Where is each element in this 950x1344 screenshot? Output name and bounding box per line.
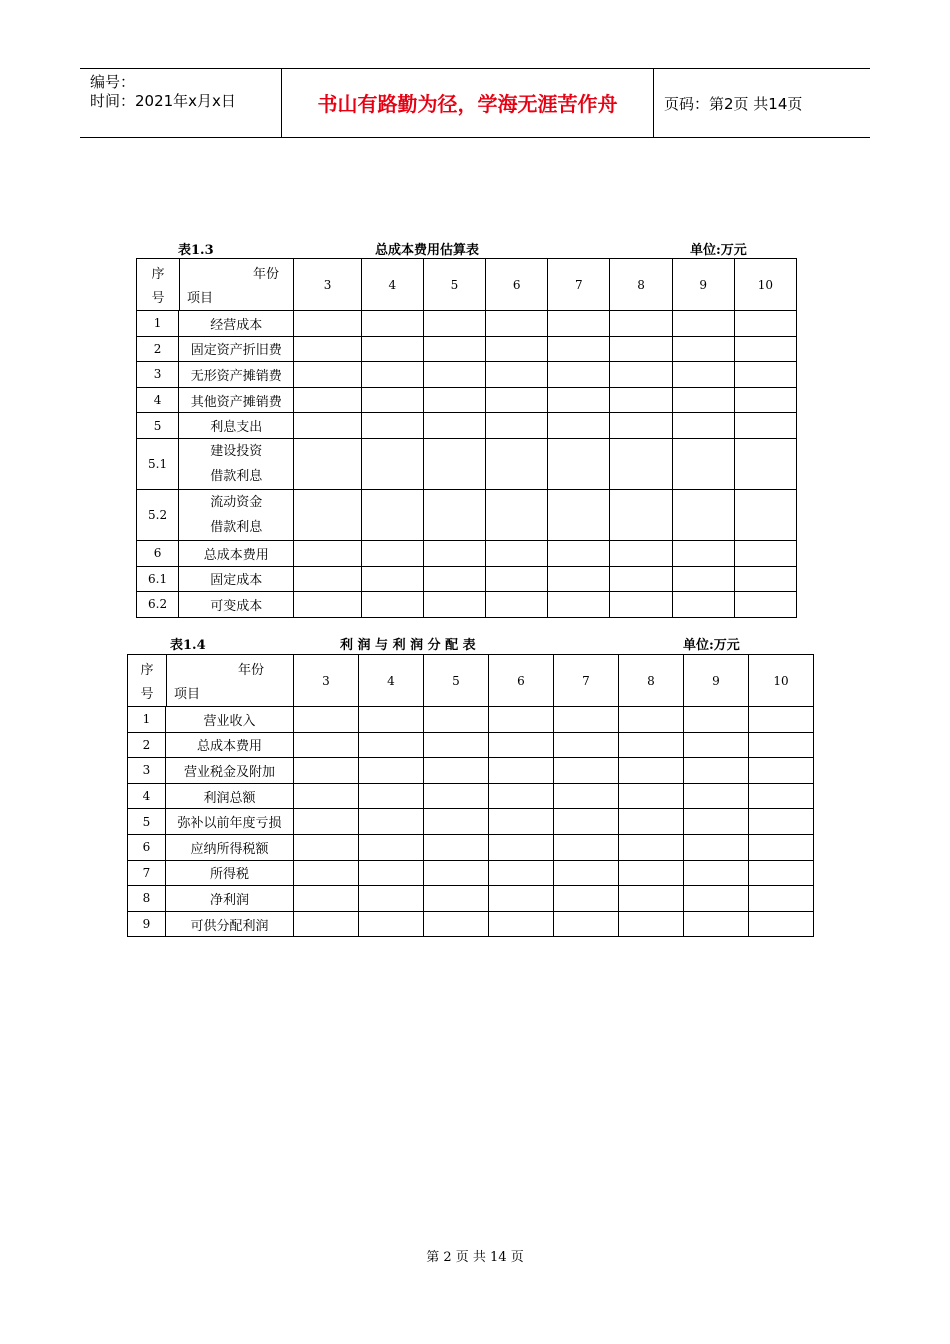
header-meta [88,69,280,137]
table-row [128,758,814,784]
row-item-cell: 营业税金及附加 [166,758,294,784]
row-seq-cell: 4 [128,783,166,809]
value-cell [359,911,424,937]
value-cell [424,809,489,835]
value-cell [489,783,554,809]
value-cell [734,566,796,592]
table-row [137,413,797,439]
value-cell [489,758,554,784]
seq-header [128,655,166,706]
year-column-header: 10 [749,655,814,707]
value-cell [486,592,548,618]
value-cell [554,707,619,733]
row-seq-cell: 6 [128,834,166,860]
value-cell [554,732,619,758]
value-cell [489,707,554,733]
value-cell [489,809,554,835]
value-cell [489,886,554,912]
value-cell [610,489,672,540]
value-cell [749,834,814,860]
year-column-header: 8 [619,655,684,707]
value-cell [554,911,619,937]
value-cell [294,438,361,489]
value-cell [424,758,489,784]
row-item-cell: 总成本费用 [166,732,294,758]
value-cell [548,540,610,566]
row-seq-cell: 9 [128,911,166,937]
value-cell [486,336,548,362]
table-row [137,387,797,413]
value-cell [734,362,796,388]
year-column-header: 10 [734,259,796,311]
value-cell [548,592,610,618]
value-cell [684,783,749,809]
value-cell [548,362,610,388]
year-column-header: 7 [554,655,619,707]
value-cell [486,362,548,388]
value-cell [734,489,796,540]
row-seq-cell: 8 [128,886,166,912]
value-cell [424,732,489,758]
value-cell [294,362,361,388]
table-header-row [137,259,797,311]
header-corner-cell [137,259,294,311]
table-row [128,707,814,733]
page-footer: 第 2 页 共 14 页 [426,1250,524,1265]
row-item-line2: 借款利息 [210,519,263,535]
header-motto: 书山有路勤为径，学海无涯苦作舟 [317,92,618,116]
seq-header-bottom: 号 [140,687,154,702]
value-cell [672,311,734,337]
value-cell [359,732,424,758]
value-cell [294,311,361,337]
year-column-header: 3 [294,655,359,707]
value-cell [684,860,749,886]
value-cell [684,886,749,912]
table-row [128,911,814,937]
value-cell [359,834,424,860]
value-cell [734,311,796,337]
row-item-cell: 总成本费用 [179,540,294,566]
value-cell [424,783,489,809]
table-row [137,489,797,540]
value-cell [423,413,485,439]
value-cell [423,336,485,362]
value-cell [294,809,359,835]
page-header [80,68,870,138]
table-header-row [128,655,814,707]
value-cell [734,438,796,489]
table-row [128,860,814,886]
row-seq-cell: 4 [137,387,179,413]
table13-caption-id: 表1.3 [178,243,214,258]
value-cell [361,489,423,540]
value-cell [423,592,485,618]
value-cell [489,860,554,886]
value-cell [554,834,619,860]
value-cell [294,783,359,809]
value-cell [619,732,684,758]
value-cell [424,834,489,860]
table-row [128,834,814,860]
value-cell [672,592,734,618]
header-inner-divider [166,655,167,706]
value-cell [610,336,672,362]
value-cell [619,809,684,835]
document-number-label: 编号： [90,73,136,91]
value-cell [361,438,423,489]
value-cell [486,387,548,413]
value-cell [361,540,423,566]
value-cell [672,540,734,566]
year-column-header: 8 [610,259,672,311]
value-cell [294,886,359,912]
value-cell [548,489,610,540]
profit-distribution-table [127,654,814,937]
value-cell [486,413,548,439]
value-cell [749,732,814,758]
row-item-cell: 利息支出 [179,413,294,439]
value-cell [359,860,424,886]
row-seq-cell: 2 [137,336,179,362]
value-cell [610,438,672,489]
row-item-cell [179,489,294,540]
value-cell [294,489,361,540]
row-seq-cell: 5 [137,413,179,439]
value-cell [610,566,672,592]
value-cell [486,438,548,489]
value-cell [424,886,489,912]
seq-header-bottom: 号 [151,291,165,306]
row-item-cell: 其他资产摊销费 [179,387,294,413]
value-cell [619,911,684,937]
table-row [128,732,814,758]
value-cell [554,860,619,886]
value-cell [619,758,684,784]
value-cell [734,387,796,413]
value-cell [548,413,610,439]
row-item-cell: 利润总额 [166,783,294,809]
row-item-cell: 固定成本 [179,566,294,592]
header-divider [653,69,654,137]
row-item-cell: 弥补以前年度亏损 [166,809,294,835]
cost-estimate-table [136,258,797,618]
value-cell [486,540,548,566]
value-cell [489,911,554,937]
value-cell [684,732,749,758]
value-cell [548,566,610,592]
value-cell [672,489,734,540]
row-seq-cell: 1 [128,707,166,733]
value-cell [361,362,423,388]
year-column-header: 6 [489,655,554,707]
row-seq-cell: 6.1 [137,566,179,592]
row-item-cell: 应纳所得税额 [166,834,294,860]
value-cell [548,438,610,489]
table-row [128,886,814,912]
year-column-header: 3 [294,259,361,311]
value-cell [672,362,734,388]
row-item-line2: 借款利息 [210,468,263,484]
value-cell [554,783,619,809]
value-cell [684,911,749,937]
value-cell [294,732,359,758]
row-item-cell: 固定资产折旧费 [179,336,294,362]
value-cell [749,783,814,809]
value-cell [361,592,423,618]
value-cell [610,387,672,413]
table13-caption-title: 总成本费用估算表 [375,243,480,258]
table-row [137,311,797,337]
value-cell [548,387,610,413]
row-item-cell: 经营成本 [179,311,294,337]
row-item-line1: 流动资金 [210,494,263,510]
value-cell [489,732,554,758]
value-cell [361,413,423,439]
value-cell [359,886,424,912]
value-cell [619,860,684,886]
value-cell [294,707,359,733]
value-cell [548,336,610,362]
row-item-cell: 净利润 [166,886,294,912]
value-cell [294,911,359,937]
value-cell [294,860,359,886]
value-cell [359,758,424,784]
row-item-cell: 营业收入 [166,707,294,733]
table-row [137,336,797,362]
value-cell [619,886,684,912]
row-seq-cell: 1 [137,311,179,337]
year-header: 年份 [253,267,280,282]
value-cell [294,566,361,592]
value-cell [361,311,423,337]
row-item-cell: 可供分配利润 [166,911,294,937]
year-column-header: 5 [423,259,485,311]
row-item-cell: 可变成本 [179,592,294,618]
year-column-header: 5 [424,655,489,707]
value-cell [486,311,548,337]
row-item-line1: 建设投资 [210,443,263,459]
value-cell [672,413,734,439]
value-cell [361,566,423,592]
value-cell [294,758,359,784]
value-cell [486,566,548,592]
value-cell [672,438,734,489]
value-cell [423,438,485,489]
table13-unit: 单位:万元 [690,243,747,258]
value-cell [424,860,489,886]
value-cell [294,336,361,362]
item-header: 项目 [187,291,214,306]
value-cell [294,834,359,860]
value-cell [361,387,423,413]
value-cell [610,413,672,439]
table-row [137,362,797,388]
seq-header-top: 序 [140,663,154,678]
row-seq-cell: 5 [128,809,166,835]
value-cell [361,336,423,362]
header-corner-cell [128,655,294,707]
value-cell [749,809,814,835]
value-cell [610,592,672,618]
header-inner-divider [179,259,180,310]
value-cell [486,489,548,540]
value-cell [749,911,814,937]
year-column-header: 6 [486,259,548,311]
table-row [137,566,797,592]
table14-caption-id: 表1.4 [170,638,206,653]
value-cell [294,540,361,566]
table-row [128,809,814,835]
row-seq-cell: 6.2 [137,592,179,618]
value-cell [423,489,485,540]
year-column-header: 4 [359,655,424,707]
table-row [137,438,797,489]
table-row [137,592,797,618]
value-cell [749,758,814,784]
value-cell [424,707,489,733]
header-page-info: 页码：第2页 共14页 [664,95,803,113]
row-item-cell: 无形资产摊销费 [179,362,294,388]
value-cell [423,311,485,337]
row-seq-cell: 7 [128,860,166,886]
year-header: 年份 [238,663,265,678]
value-cell [749,707,814,733]
value-cell [554,758,619,784]
value-cell [619,783,684,809]
value-cell [423,362,485,388]
value-cell [359,783,424,809]
seq-header [137,259,179,310]
year-column-header: 4 [361,259,423,311]
table14-caption-title: 利 润 与 利 润 分 配 表 [340,638,476,653]
value-cell [734,336,796,362]
row-seq-cell: 5.1 [137,438,179,489]
value-cell [359,809,424,835]
table-row [128,783,814,809]
value-cell [423,566,485,592]
value-cell [684,809,749,835]
row-item-cell [179,438,294,489]
value-cell [424,911,489,937]
value-cell [294,592,361,618]
value-cell [749,860,814,886]
value-cell [684,707,749,733]
value-cell [619,707,684,733]
row-seq-cell: 5.2 [137,489,179,540]
value-cell [359,707,424,733]
value-cell [619,834,684,860]
value-cell [489,834,554,860]
seq-header-top: 序 [151,267,165,282]
row-item-cell: 所得税 [166,860,294,886]
value-cell [684,758,749,784]
value-cell [610,311,672,337]
value-cell [684,834,749,860]
value-cell [734,540,796,566]
row-seq-cell: 2 [128,732,166,758]
year-column-header: 9 [672,259,734,311]
value-cell [554,809,619,835]
value-cell [554,886,619,912]
row-seq-cell: 6 [137,540,179,566]
row-seq-cell: 3 [137,362,179,388]
document-time-label: 时间：2021年x月x日 [90,92,236,110]
item-header: 项目 [174,687,201,702]
value-cell [423,387,485,413]
value-cell [672,336,734,362]
value-cell [672,387,734,413]
value-cell [734,592,796,618]
value-cell [548,311,610,337]
value-cell [610,362,672,388]
table14-unit: 单位:万元 [683,638,740,653]
year-column-header: 9 [684,655,749,707]
value-cell [423,540,485,566]
value-cell [294,413,361,439]
value-cell [734,413,796,439]
year-column-header: 7 [548,259,610,311]
value-cell [749,886,814,912]
value-cell [294,387,361,413]
row-seq-cell: 3 [128,758,166,784]
value-cell [610,540,672,566]
value-cell [672,566,734,592]
table-row [137,540,797,566]
